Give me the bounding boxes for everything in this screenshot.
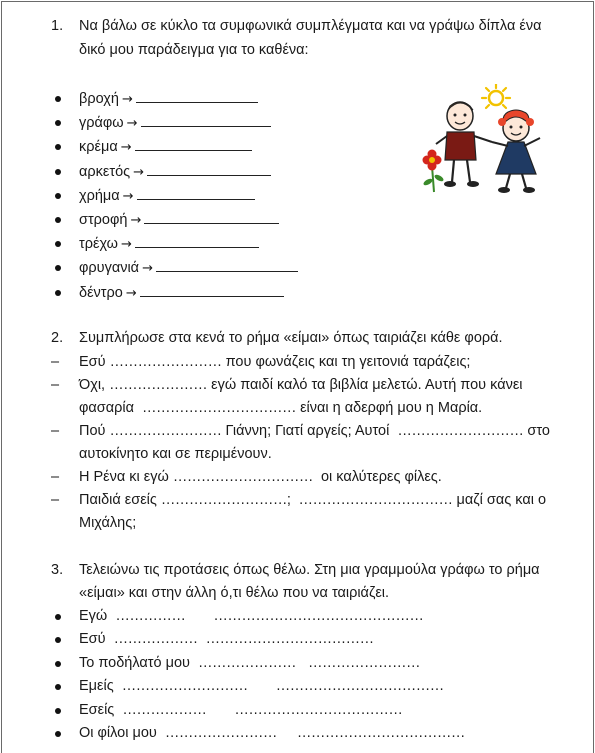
word-item: [79, 187, 255, 205]
item2-text-a: Όχι,: [79, 377, 106, 393]
bullet-dot-icon: [55, 217, 61, 223]
sentence-subject: Το ποδήλατό μου: [79, 654, 198, 671]
bullet-dot-icon: [55, 169, 61, 175]
verb-blank[interactable]: ………………: [113, 631, 198, 648]
answer-blank[interactable]: [144, 211, 279, 224]
verb-blank[interactable]: ………………………: [121, 678, 248, 695]
completion-blank[interactable]: ………………………………: [234, 701, 403, 718]
sentence-item: [79, 725, 465, 742]
section2-item4: [79, 469, 442, 486]
word-item: [79, 211, 279, 229]
dash-marker: –: [51, 354, 60, 370]
right-arrow-icon: →: [121, 92, 133, 107]
verb-blank[interactable]: …………………: [198, 654, 296, 671]
section1-instruction-line1: Να βάλω σε κύκλο τα συμφωνικά συμπλέγματα και να γράψω δίπλα ένα: [79, 18, 542, 34]
item4-text-a: Η Ρένα κι εγώ: [79, 469, 169, 485]
item1-text-a: Εσύ: [79, 354, 106, 370]
dash-marker: –: [51, 492, 60, 508]
item3-text-b: Γιάννη; Γιατί αργείς; Αυτοί: [225, 423, 390, 439]
right-arrow-icon: →: [133, 164, 145, 180]
word-label: χρήμα: [79, 187, 120, 204]
section2-instruction: Συμπλήρωσε στα κενά το ρήμα «είμαι» όπως ταιριάζει κάθε φορά.: [79, 330, 503, 346]
sentence-subject: Εμείς: [79, 678, 122, 695]
answer-blank[interactable]: [137, 187, 255, 200]
dash-marker: –: [51, 469, 60, 485]
completion-blank[interactable]: ………………………………: [296, 725, 465, 741]
dash-marker: –: [51, 423, 60, 439]
item2-text-d: είναι η αδερφή μου η Μαρία.: [300, 400, 483, 416]
flower-icon: [422, 150, 444, 193]
word-item: [79, 163, 271, 181]
bullet-dot-icon: [55, 96, 61, 102]
item2-blank2[interactable]: ……………………………: [142, 400, 297, 416]
item5-blank1[interactable]: ………………………;: [160, 492, 291, 508]
section2-item2-line1: [79, 377, 523, 394]
item1-text-b: που φωνάζεις και τη γειτονιά ταράζεις;: [225, 354, 471, 370]
answer-blank[interactable]: [147, 163, 271, 176]
word-item: [79, 284, 284, 302]
word-item: [79, 259, 298, 277]
right-arrow-icon: →: [120, 140, 132, 156]
right-arrow-icon: →: [126, 116, 138, 132]
answer-blank[interactable]: [136, 90, 258, 103]
completion-blank[interactable]: ………………………………: [205, 631, 374, 648]
sentence-subject: Οι φίλοι μου: [79, 725, 165, 741]
item4-text-b: οι καλύτερες φίλες.: [320, 469, 442, 485]
completion-blank[interactable]: ………………………………: [275, 678, 444, 695]
item1-blank[interactable]: ……………………: [109, 354, 222, 370]
item3-text-c: στο: [527, 423, 550, 439]
sentence-subject: Εσύ: [79, 631, 114, 648]
verb-blank[interactable]: ……………………: [164, 725, 277, 741]
word-item: [79, 235, 259, 253]
bullet-dot-icon: [55, 708, 61, 714]
section3-instruction-line2: «είμαι» και στην άλλη ό,τι θέλω που να ταιριάζει.: [79, 585, 390, 601]
right-arrow-icon: →: [125, 285, 137, 301]
item3-blank1[interactable]: ……………………: [109, 423, 222, 439]
word-item: [79, 114, 271, 132]
word-item: [79, 138, 252, 156]
sentence-subject: Εσείς: [79, 701, 123, 718]
item5-blank2[interactable]: ……………………………: [298, 492, 453, 508]
section1-number: 1.: [51, 18, 64, 34]
sentence-item: [79, 655, 420, 672]
sentence-item: [79, 631, 374, 648]
section2-number: 2.: [51, 330, 64, 346]
girl-figure: [492, 110, 540, 193]
item4-blank[interactable]: …………………………: [172, 469, 313, 485]
word-label: τρέχω: [79, 236, 118, 253]
right-arrow-icon: →: [122, 188, 134, 204]
section2-item5-line2: Μιχάλης;: [79, 515, 137, 531]
word-label: κρέμα: [79, 139, 118, 156]
section1-instruction-line2: δικό μου παράδειγμα για το καθένα:: [79, 42, 309, 58]
completion-blank[interactable]: ……………………: [308, 654, 420, 671]
sun-icon: [482, 84, 510, 108]
word-label: στροφή: [79, 212, 128, 228]
section3-instruction-line1: Τελειώνω τις προτάσεις όπως θέλω. Στη μια γραμμούλα γράφω το ρήμα: [79, 562, 540, 578]
item2-blank1[interactable]: …………………: [109, 377, 208, 393]
word-label: αρκετός: [79, 163, 131, 180]
section2-item5-line1: [79, 492, 546, 509]
item2-text-c: φασαρία: [79, 400, 134, 416]
section2-item2-line2: [79, 400, 482, 417]
section2-item1: [79, 354, 470, 371]
word-item: [79, 90, 258, 108]
answer-blank[interactable]: [135, 235, 259, 248]
section3-number: 3.: [51, 562, 64, 578]
item3-text-a: Πού: [79, 423, 106, 439]
bullet-dot-icon: [55, 661, 61, 667]
item5-text-b: μαζί σας και ο: [456, 492, 547, 508]
sentence-item: [79, 608, 423, 625]
boy-figure: [436, 102, 492, 187]
section2-item3-line2: αυτοκίνητο και σε περιμένουν.: [79, 446, 272, 462]
right-arrow-icon: →: [142, 261, 153, 277]
dash-marker: –: [51, 377, 60, 393]
item2-text-b: εγώ παιδί καλό τα βιβλία μελετώ. Αυτή που κάνει: [211, 377, 523, 393]
word-label: δέντρο: [79, 284, 123, 301]
answer-blank[interactable]: [135, 138, 252, 151]
answer-blank[interactable]: [140, 284, 284, 297]
sentence-item: [79, 702, 402, 719]
right-arrow-icon: →: [120, 237, 132, 253]
bullet-dot-icon: [55, 731, 61, 737]
sentence-item: [79, 678, 444, 695]
bullet-dot-icon: [55, 614, 61, 620]
bullet-dot-icon: [55, 290, 61, 296]
word-label: φρυγανιά: [79, 260, 140, 277]
word-label: γράφω: [79, 115, 124, 132]
children-illustration: [420, 84, 556, 200]
right-arrow-icon: →: [130, 213, 142, 228]
section2-item3-line1: [79, 423, 550, 440]
bullet-dot-icon: [55, 193, 61, 199]
sentence-subject: Εγώ: [79, 608, 116, 624]
word-label: βροχή: [79, 91, 119, 107]
verb-blank[interactable]: ……………: [115, 608, 186, 624]
item5-text-a: Παιδιά εσείς: [79, 492, 157, 508]
answer-blank[interactable]: [156, 259, 298, 272]
verb-blank[interactable]: ………………: [122, 701, 207, 718]
answer-blank[interactable]: [141, 114, 271, 127]
completion-blank[interactable]: ………………………………………: [213, 608, 424, 624]
item3-blank2[interactable]: ………………………: [397, 423, 524, 439]
